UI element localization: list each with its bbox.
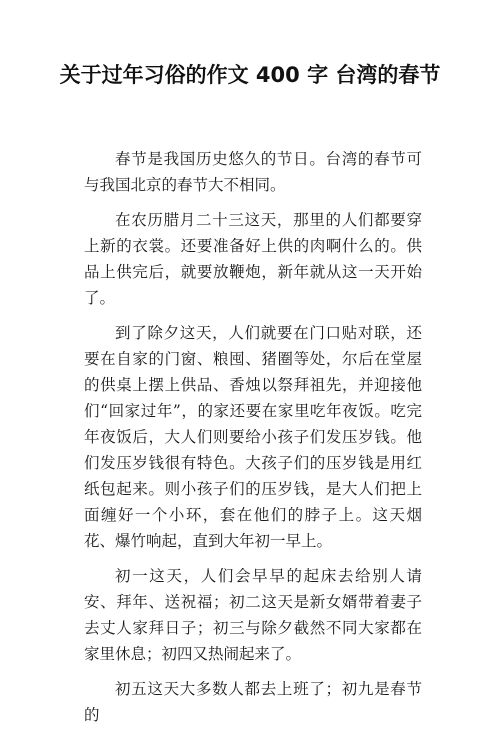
paragraph: 初一这天，人们会早早的起床去给别人请安、拜年、送祝福；初二这天是新女婿带着妻子去丈人家拜日子；初三与除夕截然不同大家都在家里休息；初四又热闹起来了。: [84, 567, 422, 663]
document-title: 关于过年习俗的作文 400 字 台湾的春节: [59, 63, 441, 87]
paragraph: 初五这天大多数人都去上班了；初九是春节的: [84, 680, 422, 724]
paragraph: 在农历腊月二十三这天，那里的人们都要穿上新的衣裳。还要准备好上供的肉啊什么的。供品上供完后，就要放鞭炮，新年就从这一天开始了。: [84, 211, 422, 307]
paragraph: 春节是我国历史悠久的节日。台湾的春节可与我国北京的春节大不相同。: [84, 150, 422, 194]
document-body: [84, 146, 422, 737]
paragraph: 到了除夕这天，人们就要在门口贴对联，还要在自家的门窗、粮囤、猪圈等处，尔后在堂屋的供桌上摆上供品、香烛以祭拜祖先，并迎接他们“回家过年”，的家还要在家里吃年夜饭。吃完年夜饭后，大人们则要给小孩子们发压岁钱。他们发压岁钱很有特色。大孩子们的压岁钱是用红纸包起来。则小孩子们的压岁钱，是大人们把上面缠好一个小环，套在他们的脖子上。这天烟花、爆竹响起，直到大年初一早上。: [84, 324, 422, 550]
